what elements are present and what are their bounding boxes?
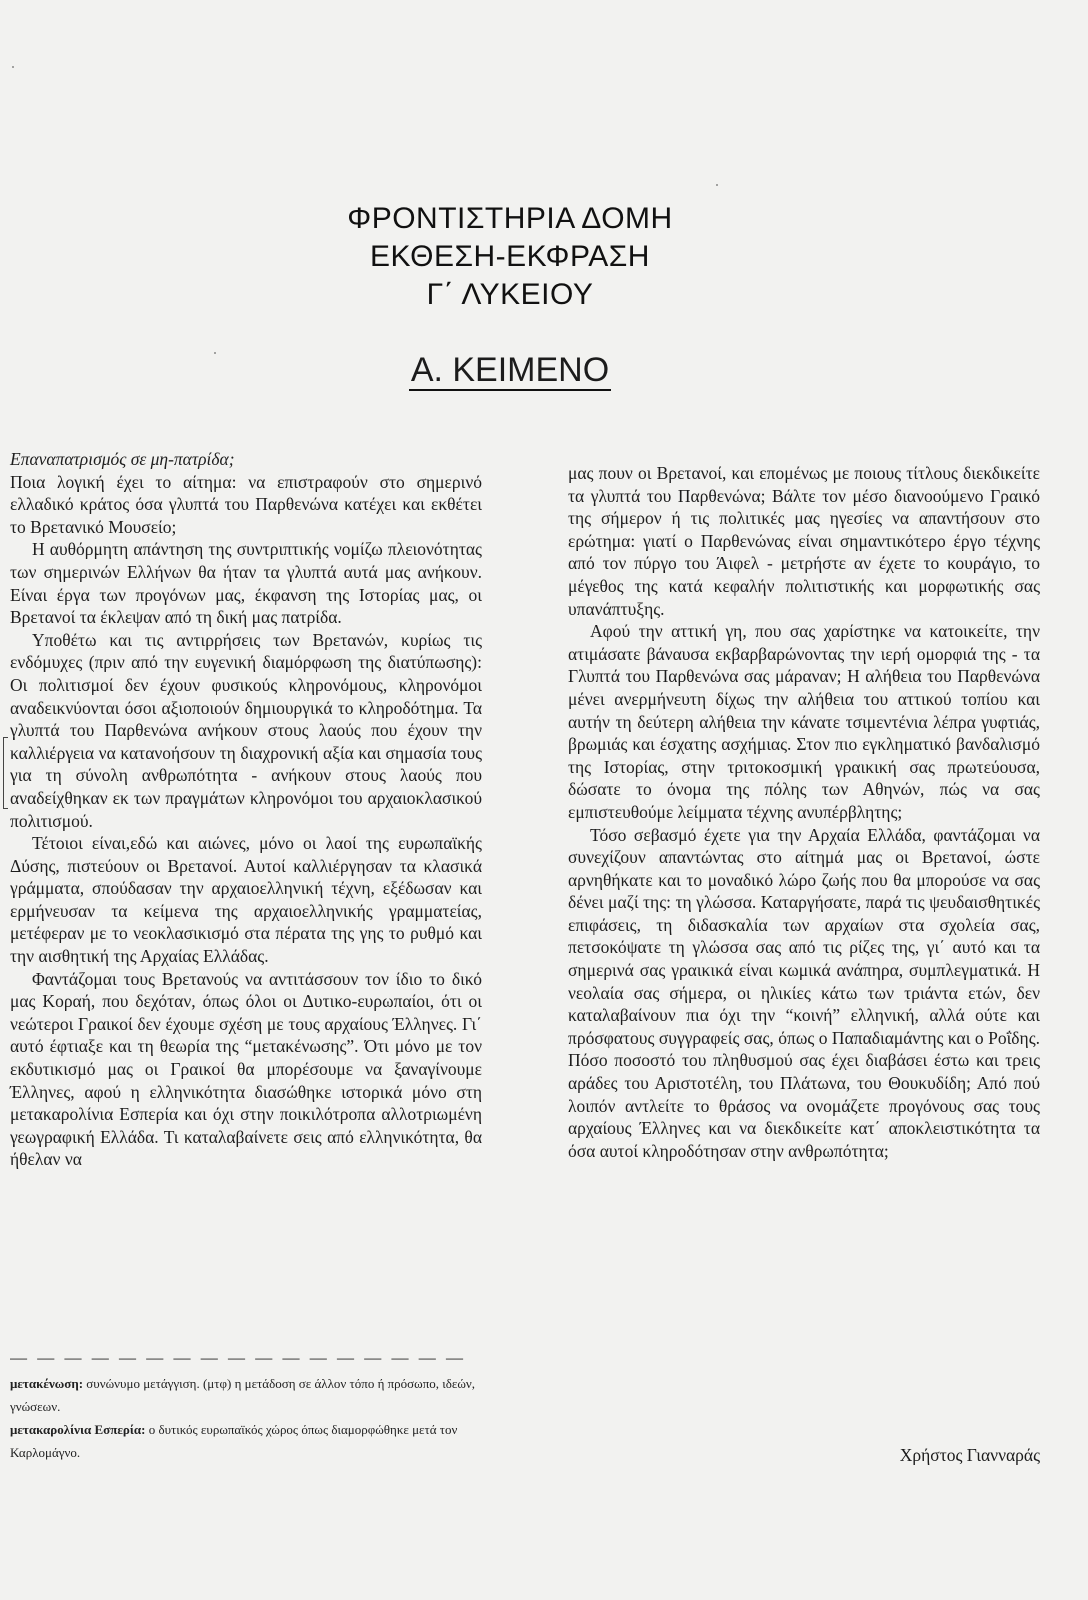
article-paragraph: Η αυθόρμητη απάντηση της συντριπτικής νομίζω πλειονότητας των σημερινών Ελλήνων θα ήταν τα γλυπτά αυτά μας ανήκουν. Είναι έργα των προγόνων μας, έκφανση της Ιστορίας μας, οι Βρετανοί τα έκλεψαν από τη δική μας πατρίδα. [10,539,482,628]
footnote-1-term: μετακένωση: [10,1376,84,1391]
article-column-right [568,462,1040,1162]
scan-speck [716,184,718,186]
header-line-2: ΕΚΘΕΣΗ-ΕΚΦΡΑΣΗ [370,240,650,273]
footnote-1 [10,1372,482,1418]
footnote-1-text: συνώνυμο μετάγγιση. (μτφ) η μετάδοση σε άλλον τόπο ή πρόσωπο, ιδεών, γνώσεων. [10,1376,476,1414]
section-title-text: Α. ΚΕΙΜΕΝΟ [410,351,610,389]
article-paragraph: Αφού την αττική γη, που σας χαρίστηκε να κατοικείτε, την ατιμάσατε βάναυσα εκβαρβαρώνοντας την ιερή ομορφιά της - τα Γλυπτά του Παρθενώνα σας μάραναν; Η αλήθεια του Παρθενώνα μένει ανερμήνευτη δίχως την αλήθεια του αττικού τοπίου και αυτήν τη δεύτερη αλήθεια την κάνατε τσιμεντένια λέπρα γυφτιάς, βρωμιάς και έσχατης ασχήμιας. Στον πιο εγκληματικό βανδαλισμό της Ιστορίας, στην τριτοκοσμική γραικική σας πρωτεύουσα, δώσατε το όνομα της πόλης των Αθηνών, πώς να σας εμπιστευθούμε λείμματα τέχνης ανυπέρβλητης; [568,621,1040,822]
footnote-separator: — — — — — — — — — — — — — — — — — [10,1348,466,1367]
article-paragraph: μας πουν οι Βρετανοί, και επομένως με ποιους τίτλους διεκδικείτε τα γλυπτά του Παρθενώνα; Βάλτε τον μέσο διανοούμενο Γραικό της σήμερον ή τις πολιτικές μας ηγεσίες να απαντήσουν στο ερώτημα: γιατί ο Παρθενώνας είναι σημαντικότερο έργο τέχνης από τον πύργο του Άιφελ - μετρήστε αν έχετε το κουράγιο, το μέγεθος της κατά κεφαλήν πολιτιστικής και μορφωτικής σας υπανάπτυξης. [568,463,1040,619]
section-title [0,350,1020,390]
footnote-2 [10,1418,482,1464]
article-subtitle: Επαναπατρισμός σε μη-πατρίδα; [10,449,235,469]
footnote-2-term: μετακαρολίνια Εσπερία: [10,1422,146,1437]
article-paragraph: Υποθέτω και τις αντιρρήσεις των Βρετανών, κυρίως τις ενδόμυχες (πριν από την ευγενική διαμόρφωση της διατύπωσης): Οι πολιτισμοί δεν έχουν φυσικούς κληρονόμους, κληρονόμοι αναδεικνύονται όσοι αξιοποιούν δημιουργικά το κληροδότημα. Τα γλυπτά του Παρθενώνα ανήκουν στους λαούς που έχουν την καλλιέργεια να κατανοήσουν τη διαχρονική αξία και σημασία τους για τη σύνολη ανθρωπότητα - ανήκουν στους λαούς που αναδείχθηκαν εκ των πραγμάτων κληρονόμοι του αρχαιοκλασικού πολιτισμού. [10,629,482,831]
header-line-1: ΦΡΟΝΤΙΣΤΗΡΙΑ ΔΟΜΗ [347,202,673,235]
footnotes [10,1372,482,1464]
footnote-2-text: ο δυτικός ευρωπαϊκός χώρος όπως διαμορφώθηκε μετά τον Καρλομάγνο. [10,1422,458,1460]
article-paragraph: Ποια λογική έχει το αίτημα: να επιστραφούν στο σημερινό ελλαδικό κράτος όσα γλυπτά του Παρθενώνα κατέχει και εκθέτει το Βρετανικό Μουσείο; [10,471,482,537]
article-paragraph: Τέτοιοι είναι,εδώ και αιώνες, μόνο οι λαοί της ευρωπαϊκής Δύσης, πιστεύουν οι Βρετανοί. Αυτοί καλλιέργησαν τα κλασικά γράμματα, σπούδασαν την αρχαιοελληνική τέχνη, εξέδωσαν και ερμήνευσαν τα κείμενα της αρχαιοελληνικής γραμματείας, μετέφεραν με το νεοκλασικισμό στα πέρατα της γης το ρυθμό και την αισθητική της Αρχαίας Ελλάδας. [10,833,482,967]
document-header [0,200,1020,314]
margin-bracket [3,737,8,809]
article-column-left [10,448,482,1171]
header-line-3: Γ΄ ΛΥΚΕΙΟΥ [426,278,594,311]
scan-speck [12,66,14,68]
article-author: Χρήστος Γιανναράς [899,1445,1040,1465]
article-paragraph: Τόσο σεβασμό έχετε για την Αρχαία Ελλάδα, φαντάζομαι να συνεχίζουν απαντώντας στο αίτημά μας οι Βρετανοί, ώστε αρνηθήκατε και το μοναδικό λώρο ζωής που θα μπορούσε να σας δένει μαζί της: τη γλώσσα. Καταργήσατε, παρά τις ψευδαισθητικές επιφάσεις, τη διδασκαλία των αρχαίων στα σχολεία σας, πετσοκόψατε τη γλώσσα σας από τις ρίζες της, γι΄ αυτό και τα σημερινά σας γραικικά είναι κωμικά ανάπηρα, συμπλεγματικά. Η νεολαία σας σήμερα, οι ηλικίες κάτω των τριάντα ετών, δεν καταλαβαίνουν πια όχι την “κοινή” ελληνική, αλλά ούτε και πρόσφατους συγγραφείς σας, όπως ο Παπαδιαμάντης και ο Ροΐδης. Πόσο ποσοστό του πληθυσμού σας έχει διαβάσει έστω και τρεις αράδες του Αριστοτέλη, του Πλάτωνα, του Θουκυδίδη; Από πού λοιπόν αντλείτε το θράσος να ονομάζετε προγόνους σας τους αρχαίους Έλληνες και να διεκδικείτε κατ΄ αποκλειστικότητα τα όσα αυτοί κληροδότησαν στην ανθρωπότητα; [568,824,1040,1161]
article-paragraph: Φαντάζομαι τους Βρετανούς να αντιτάσσουν τον ίδιο το δικό μας Κοραή, που δεχόταν, όπως όλοι οι Δυτικο-ευρωπαίοι, ότι οι νεώτεροι Γραικοί δεν έχουμε σχέση με τους αρχαίους Έλληνες. Γι΄ αυτό έφτιαξε και τη θεωρία της “μετακένωσης”. Ότι μόνο με τον εκδυτικισμό μας οι Γραικοί θα μπορέσουμε να ξαναγίνουμε Έλληνες, αφού η ελληνικότητα διασώθηκε ιστορικά μόνο στη μετακαρολίνια Εσπερία και όχι στην ποικιλότροπα αλλοτριωμένη γεωγραφική Ελλάδα. Τι καταλαβαίνετε σεις από ελληνικότητα, θα ήθελαν να [10,968,482,1170]
